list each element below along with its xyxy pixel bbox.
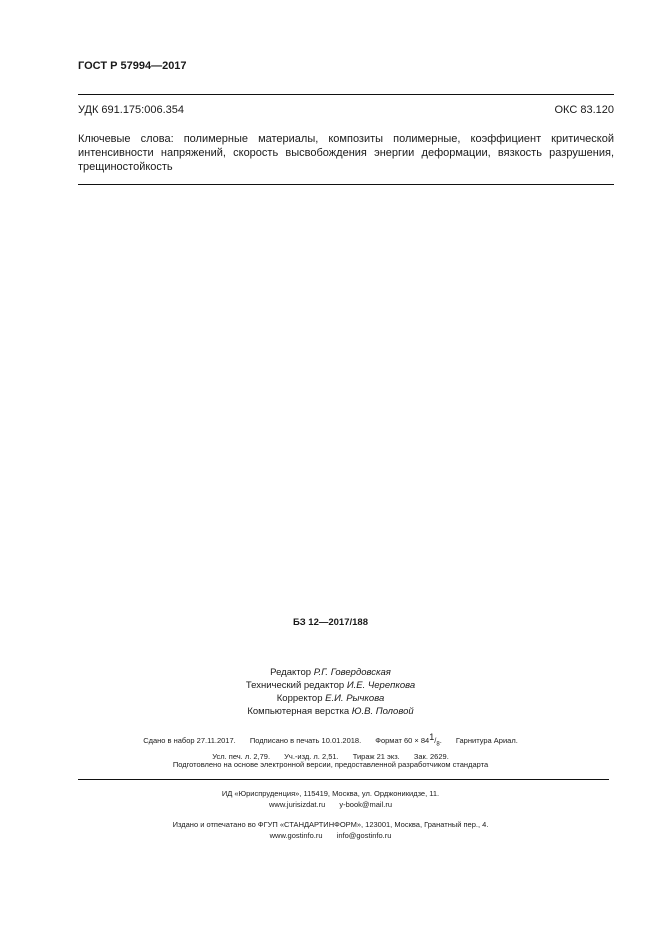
- top-divider: [78, 94, 614, 95]
- publication-line-1: Сдано в набор 27.11.2017. Подписано в печать 10.01.2018. Формат $60 \times 84^1/_8$. Гарнитура Ариал.: [143, 732, 518, 748]
- publication-details: [0, 731, 661, 763]
- publisher2-site-link[interactable]: www.gostinfo.ru: [269, 831, 323, 840]
- credits-block: [0, 666, 661, 718]
- credit-editor: Редактор Р.Г. Говердовская: [270, 667, 391, 678]
- credit-tech-editor: Технический редактор И.Е. Черепкова: [245, 680, 416, 691]
- bz-number: БЗ 12—2017/188: [293, 617, 368, 628]
- publisher-jurisizdat: [0, 788, 661, 810]
- standard-header: ГОСТ Р 57994—2017: [78, 60, 187, 72]
- publisher1-email-link[interactable]: y-book@mail.ru: [339, 800, 392, 809]
- publisher2-contacts: [0, 830, 661, 841]
- keywords-divider: [78, 184, 614, 185]
- udk-code: УДК 691.175:006.354: [78, 104, 184, 116]
- footer-divider: [78, 779, 609, 780]
- publication-line-2: Усл. печ. л. 2,79. Уч.-изд. л. 2,51. Тираж 21 экз. Зак. 2629.: [212, 751, 449, 761]
- oks-code: ОКС 83.120: [554, 104, 614, 116]
- publisher1-address: ИД «Юриспруденция», 115419, Москва, ул. Орджоникидзе, 11.: [221, 789, 440, 798]
- credit-layout: Компьютерная верстка Ю.В. Половой: [247, 706, 414, 717]
- publisher1-contacts: [0, 799, 661, 810]
- publisher2-email-link[interactable]: info@gostinfo.ru: [336, 831, 392, 840]
- publisher1-site-link[interactable]: www.jurisizdat.ru: [269, 800, 326, 809]
- publisher-standartinform: [0, 819, 661, 841]
- prepared-note: Подготовлено на основе электронной версии, предоставленной разработчиком стандарта: [172, 760, 489, 769]
- keywords-paragraph: Ключевые слова: полимерные материалы, композиты полимерные, коэффициент критической интенсивности напряжений, скорость высвобождения энергии деформации, вязкость разрушения, трещиностойкость: [78, 133, 614, 173]
- credit-corrector: Корректор Е.И. Рычкова: [276, 693, 385, 704]
- publisher2-address: Издано и отпечатано во ФГУП «СТАНДАРТИНФОРМ», 123001, Москва, Гранатный пер., 4.: [172, 820, 489, 829]
